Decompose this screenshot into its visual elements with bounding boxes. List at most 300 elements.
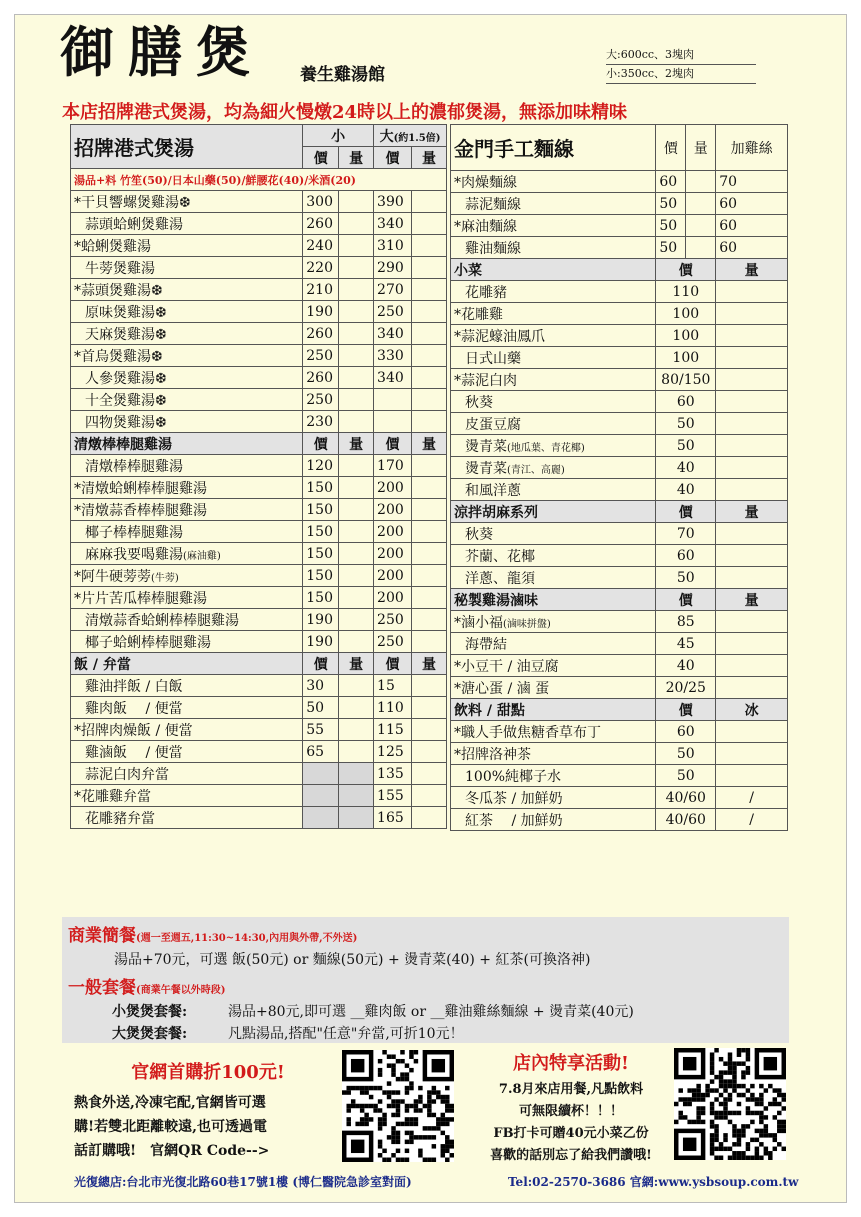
business-set-title: 商業簡餐(週一至週五,11:30~14:30,內用與外帶,不外送) [68, 926, 358, 946]
small-qty [339, 301, 374, 323]
table-row [71, 565, 447, 587]
table-row [451, 391, 788, 413]
large-price: 340 [374, 213, 412, 235]
item-note: (滷味拼盤) [503, 618, 551, 630]
item-name: 椰子棒棒腿雞湯 [71, 521, 303, 543]
large-qty [412, 499, 447, 521]
price: 110 [656, 281, 716, 303]
large-price: 250 [374, 301, 412, 323]
table-row [71, 609, 447, 631]
item-name: *小豆干 / 油豆腐 [451, 655, 656, 677]
price: 70 [656, 523, 716, 545]
item-name: *蒜泥白肉 [451, 369, 656, 391]
qty [716, 391, 788, 413]
large-price: 165 [374, 807, 412, 829]
price: 50 [656, 215, 686, 237]
brand-title: 御膳煲 [60, 20, 264, 84]
large-qty [412, 697, 447, 719]
small-qty [339, 697, 374, 719]
price: 60 [656, 545, 716, 567]
small-qty [339, 521, 374, 543]
promo-right-line: 7.8月來店用餐,凡點飲料 [498, 1082, 644, 1097]
qty-header: 量 [716, 259, 788, 281]
table-row [451, 435, 788, 457]
price: 50 [656, 413, 716, 435]
large-price: 125 [374, 741, 412, 763]
drinks-section-title: 飲料 / 甜點 [451, 699, 656, 721]
price: 50 [656, 193, 686, 215]
item-name [451, 611, 656, 633]
item-name: *花雕雞弁當 [71, 785, 303, 807]
price: 100 [656, 325, 716, 347]
large-price: 340 [374, 367, 412, 389]
item-name: 冬瓜茶 / 加鮮奶 [451, 787, 656, 809]
qty [686, 237, 716, 259]
item-name: 花雕豬 [451, 281, 656, 303]
item-label: 燙青菜 [465, 460, 507, 477]
large-price: 200 [374, 499, 412, 521]
qty [716, 545, 788, 567]
item-name: *片片苦瓜棒棒腿雞湯 [71, 587, 303, 609]
table-row [71, 257, 447, 279]
item-name: 洋蔥、龍須 [451, 567, 656, 589]
promo-left-line: 熱食外送,冷凍宅配,官網皆可選 [74, 1095, 266, 1111]
item-name: *蒜泥蠔油鳳爪 [451, 325, 656, 347]
small-price: 55 [303, 719, 339, 741]
qty [716, 457, 788, 479]
large-price: 330 [374, 345, 412, 367]
large-qty [412, 235, 447, 257]
promo-left-line: 話訂購哦! 官網QR Code--> [74, 1143, 270, 1159]
table-row [71, 411, 447, 433]
price: 60 [656, 171, 686, 193]
price-header: 價 [374, 433, 412, 455]
large-price: 200 [374, 477, 412, 499]
add-chicken-price: 60 [716, 193, 788, 215]
item-name: *職人手做焦糖香草布丁 [451, 721, 656, 743]
small-price: 300 [303, 191, 339, 213]
small-price: 230 [303, 411, 339, 433]
price: 40 [656, 457, 716, 479]
large-qty [412, 411, 447, 433]
small-qty [339, 345, 374, 367]
item-name: *招牌肉燥飯 / 便當 [71, 719, 303, 741]
table-row [71, 235, 447, 257]
promo-left-line: 購!若雙北距離較遠,也可透過電 [74, 1119, 268, 1135]
price: 45 [656, 633, 716, 655]
item-name: *清燉蒜香棒棒腿雞湯 [71, 499, 303, 521]
large-qty [412, 521, 447, 543]
item-name: 牛蒡煲雞湯 [71, 257, 303, 279]
price: 100 [656, 347, 716, 369]
large-qty [412, 279, 447, 301]
small-price: 240 [303, 235, 339, 257]
large-qty [412, 631, 447, 653]
small-price: 120 [303, 455, 339, 477]
drumstick-section-title: 清燉棒棒腿雞湯 [71, 433, 303, 455]
table-row [71, 455, 447, 477]
item-name: *麻油麵線 [451, 215, 656, 237]
item-name: 100%純椰子水 [451, 765, 656, 787]
table-row [451, 171, 788, 193]
braised-section-title: 秘製雞湯滷味 [451, 589, 656, 611]
add-chicken-price: 60 [716, 237, 788, 259]
table-row [71, 719, 447, 741]
item-name: 秋葵 [451, 391, 656, 413]
large-set-line: 凡點湯品,搭配"任意"弁當,可折10元！ [228, 1026, 464, 1042]
business-set-line: 湯品+70元，可選 飯(50元) or 麵線(50元) + 燙青菜(40) + 紅茶(可換洛神) [114, 952, 591, 968]
table-row [451, 347, 788, 369]
price: 50 [656, 743, 716, 765]
large-qty [412, 257, 447, 279]
item-name: 皮蛋豆腐 [451, 413, 656, 435]
table-row [71, 543, 447, 565]
small-qty [339, 807, 374, 829]
large-set-label: 大煲煲套餐: [112, 1026, 188, 1042]
table-row [71, 389, 447, 411]
qty [716, 743, 788, 765]
item-name: 雞滷飯 / 便當 [71, 741, 303, 763]
small-price: 150 [303, 543, 339, 565]
small-qty [339, 543, 374, 565]
qty [716, 325, 788, 347]
qty [686, 171, 716, 193]
small-qty [339, 235, 374, 257]
qty-header: 量 [339, 653, 374, 675]
item-name [71, 565, 303, 587]
small-qty [339, 785, 374, 807]
item-name: 紅茶 / 加鮮奶 [451, 809, 656, 831]
qty-header: 量 [339, 147, 374, 169]
item-name: 日式山藥 [451, 347, 656, 369]
qty [716, 369, 788, 391]
large-price: 390 [374, 191, 412, 213]
small-price: 150 [303, 521, 339, 543]
item-name: *花雕雞 [451, 303, 656, 325]
large-qty [412, 565, 447, 587]
promo-right-line: 可無限續杯！！！ [518, 1104, 623, 1119]
table-row [71, 345, 447, 367]
price-header: 價 [374, 653, 412, 675]
general-set-title: 一般套餐(商業午餐以外時段) [68, 978, 226, 998]
table-row [71, 477, 447, 499]
item-name: 四物煲雞湯❆ [71, 411, 303, 433]
item-note: (地瓜葉、青花椰) [507, 442, 585, 454]
small-price: 260 [303, 213, 339, 235]
item-note: (牛蒡) [151, 572, 179, 584]
item-note: (青江、高麗) [507, 464, 565, 476]
price: 60 [656, 721, 716, 743]
table-row [451, 633, 788, 655]
small-qty [339, 741, 374, 763]
price: 85 [656, 611, 716, 633]
table-row [71, 785, 447, 807]
item-name: *溏心蛋 / 滷 蛋 [451, 677, 656, 699]
small-qty [339, 455, 374, 477]
table-row [71, 763, 447, 785]
small-qty [339, 279, 374, 301]
table-row [71, 323, 447, 345]
large-qty [412, 785, 447, 807]
small-qty [339, 675, 374, 697]
large-price [374, 389, 412, 411]
promo-right-line: 喜歡的話別忘了給我們讚哦! [490, 1148, 652, 1163]
large-price: 200 [374, 587, 412, 609]
small-qty [339, 587, 374, 609]
website-qr-code[interactable] [342, 1050, 454, 1162]
small-price: 150 [303, 565, 339, 587]
table-row [451, 303, 788, 325]
table-row [71, 741, 447, 763]
price: 60 [656, 391, 716, 413]
large-price: 290 [374, 257, 412, 279]
item-name: 清燉蒜香蛤蜊棒棒腿雞湯 [71, 609, 303, 631]
qty [716, 347, 788, 369]
price-header: 價 [374, 147, 412, 169]
small-price: 150 [303, 587, 339, 609]
table-row [71, 499, 447, 521]
table-row [71, 213, 447, 235]
qty-header: 量 [412, 433, 447, 455]
table-row [451, 655, 788, 677]
table-row [451, 369, 788, 391]
large-price: 250 [374, 609, 412, 631]
table-row [451, 479, 788, 501]
small-price: 260 [303, 323, 339, 345]
small-qty [339, 609, 374, 631]
item-label: 麻麻我要喝雞湯 [85, 546, 183, 563]
small-qty [339, 213, 374, 235]
table-row [71, 191, 447, 213]
table-row [451, 567, 788, 589]
price: 50 [656, 765, 716, 787]
right-menu-table [450, 124, 788, 831]
table-row [451, 545, 788, 567]
item-name: 芥蘭、花椰 [451, 545, 656, 567]
table-row [71, 631, 447, 653]
qty-header: 量 [412, 147, 447, 169]
small-price: 150 [303, 499, 339, 521]
price-header: 價 [656, 501, 716, 523]
item-name: 十全煲雞湯❆ [71, 389, 303, 411]
table-row [451, 325, 788, 347]
large-price: 270 [374, 279, 412, 301]
small-qty [339, 411, 374, 433]
size-small: 小:350cc、2塊肉 [606, 65, 756, 84]
item-name: 蒜頭蛤蜊煲雞湯 [71, 213, 303, 235]
small-set-label: 小煲煲套餐: [112, 1004, 188, 1020]
table-row [451, 523, 788, 545]
large-price: 155 [374, 785, 412, 807]
large-price: 15 [374, 675, 412, 697]
qty [716, 677, 788, 699]
table-row [71, 279, 447, 301]
qty [716, 479, 788, 501]
qty: / [716, 809, 788, 831]
price: 20/25 [656, 677, 716, 699]
small-price: 190 [303, 631, 339, 653]
table-row [451, 215, 788, 237]
left-menu-table [70, 124, 447, 829]
small-qty [339, 719, 374, 741]
table-row [451, 765, 788, 787]
large-qty [412, 719, 447, 741]
qty-header: 量 [686, 125, 716, 171]
tagline: 本店招牌港式煲湯，均為細火慢燉24時以上的濃郁煲湯，無添加味精味 [62, 102, 628, 123]
price-header: 價 [303, 147, 339, 169]
large-qty [412, 389, 447, 411]
large-price: 135 [374, 763, 412, 785]
sides-section-title: 小菜 [451, 259, 656, 281]
small-price: 250 [303, 389, 339, 411]
item-name: 雞油拌飯 / 白飯 [71, 675, 303, 697]
item-name: *蛤蜊煲雞湯 [71, 235, 303, 257]
item-label: *阿牛硬蒡蒡 [74, 568, 151, 585]
table-row [451, 721, 788, 743]
price-header: 價 [656, 259, 716, 281]
price: 100 [656, 303, 716, 325]
qty [716, 281, 788, 303]
small-qty [339, 389, 374, 411]
rice-section-title: 飯 / 弁當 [71, 653, 303, 675]
table-row [71, 697, 447, 719]
large-qty [412, 675, 447, 697]
large-qty [412, 741, 447, 763]
small-price: 260 [303, 367, 339, 389]
small-price [303, 763, 339, 785]
small-price: 210 [303, 279, 339, 301]
table-row [71, 301, 447, 323]
item-name [451, 457, 656, 479]
large-qty [412, 345, 447, 367]
price: 40/60 [656, 787, 716, 809]
large-qty [412, 367, 447, 389]
large-qty [412, 191, 447, 213]
facebook-qr-code[interactable] [674, 1048, 786, 1160]
qty: / [716, 787, 788, 809]
item-label: *滷小福 [454, 614, 503, 631]
item-name: 原味煲雞湯❆ [71, 301, 303, 323]
soup-addon-note: 湯品+料 竹笙(50)/日本山藥(50)/鮮腰花(40)/米酒(20) [71, 169, 447, 191]
large-price: 170 [374, 455, 412, 477]
price: 50 [656, 237, 686, 259]
item-name: *蒜頭煲雞湯❆ [71, 279, 303, 301]
large-qty [412, 213, 447, 235]
table-row [71, 521, 447, 543]
large-price: 200 [374, 565, 412, 587]
small-price [303, 807, 339, 829]
set-meals-panel [62, 917, 789, 1043]
table-row [451, 193, 788, 215]
large-qty [412, 323, 447, 345]
item-name: *招牌洛神茶 [451, 743, 656, 765]
price: 40 [656, 479, 716, 501]
small-price: 50 [303, 697, 339, 719]
qty [716, 655, 788, 677]
sesame-section-title: 涼拌胡麻系列 [451, 501, 656, 523]
item-name: 椰子蛤蜊棒棒腿雞湯 [71, 631, 303, 653]
small-price: 150 [303, 477, 339, 499]
price: 50 [656, 435, 716, 457]
small-price [303, 785, 339, 807]
large-price: 340 [374, 323, 412, 345]
qty-header: 量 [716, 589, 788, 611]
table-row [71, 675, 447, 697]
item-name: 海帶結 [451, 633, 656, 655]
promo-right-title: 店內特享活動! [513, 1053, 629, 1074]
table-row [71, 367, 447, 389]
small-price: 65 [303, 741, 339, 763]
qty [716, 721, 788, 743]
promo-right-line: FB打卡可贈40元小菜乙份 [493, 1126, 649, 1141]
small-header: 小 [303, 125, 374, 147]
small-qty [339, 257, 374, 279]
small-qty [339, 323, 374, 345]
price-header: 價 [656, 589, 716, 611]
large-qty [412, 477, 447, 499]
qty [716, 303, 788, 325]
noodle-section-title: 金門手工麵線 [451, 125, 656, 171]
large-qty [412, 763, 447, 785]
table-row [451, 677, 788, 699]
large-price: 250 [374, 631, 412, 653]
item-name: *肉燥麵線 [451, 171, 656, 193]
price: 50 [656, 567, 716, 589]
large-price: 110 [374, 697, 412, 719]
price-header: 價 [656, 699, 716, 721]
large-qty [412, 543, 447, 565]
large-header: 大(約1.5倍) [374, 125, 447, 147]
table-row [71, 807, 447, 829]
large-price: 310 [374, 235, 412, 257]
item-label: 燙青菜 [465, 438, 507, 455]
add-chicken-price: 70 [716, 171, 788, 193]
small-price: 190 [303, 301, 339, 323]
footer-address: 光復總店:台北市光復北路60巷17號1樓 (博仁醫院急診室對面) [74, 1175, 412, 1189]
large-qty [412, 587, 447, 609]
table-row [451, 611, 788, 633]
price: 40 [656, 655, 716, 677]
small-qty [339, 763, 374, 785]
large-qty [412, 807, 447, 829]
small-qty [339, 477, 374, 499]
small-price: 30 [303, 675, 339, 697]
qty [716, 435, 788, 457]
large-price: 200 [374, 543, 412, 565]
small-price: 190 [303, 609, 339, 631]
item-name: 和風洋蔥 [451, 479, 656, 501]
item-note: (麻油雞) [183, 550, 221, 562]
qty [686, 215, 716, 237]
item-name [71, 543, 303, 565]
price-header: 價 [303, 433, 339, 455]
large-qty [412, 455, 447, 477]
table-row [451, 809, 788, 831]
small-price: 220 [303, 257, 339, 279]
brand-subtitle: 養生雞湯館 [300, 65, 385, 85]
small-qty [339, 367, 374, 389]
item-name: *干貝響螺煲雞湯❆ [71, 191, 303, 213]
item-name: *首烏煲雞湯❆ [71, 345, 303, 367]
price-header: 價 [303, 653, 339, 675]
large-price [374, 411, 412, 433]
add-chicken-price: 60 [716, 215, 788, 237]
table-row [451, 743, 788, 765]
table-row [451, 413, 788, 435]
qty [686, 193, 716, 215]
footer-contact: Tel:02-2570-3686 官網:www.ysbsoup.com.tw [508, 1175, 799, 1189]
qty-header: 量 [412, 653, 447, 675]
